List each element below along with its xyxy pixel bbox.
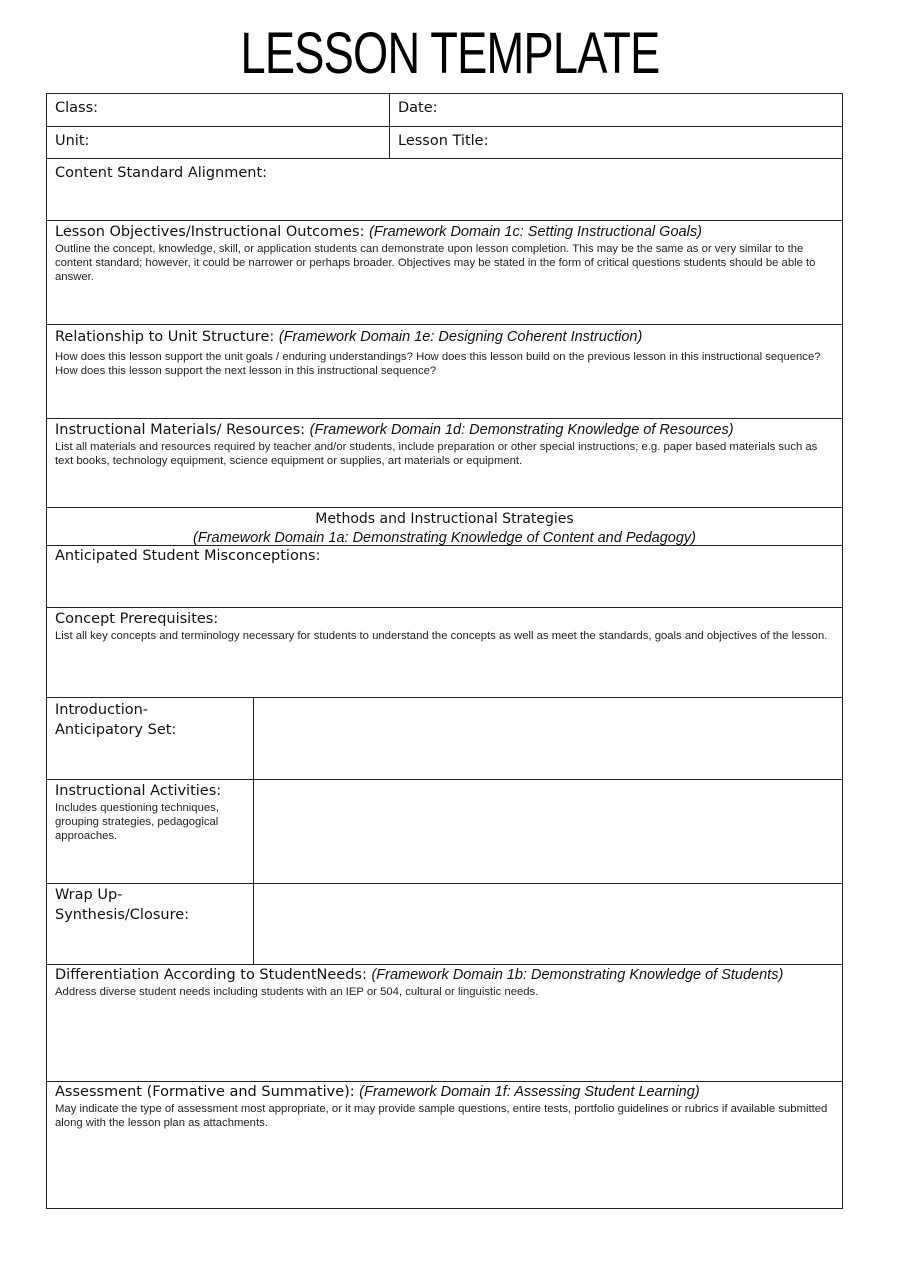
unit-structure-domain: (Framework Domain 1e: Designing Coherent Instruction)	[278, 329, 643, 345]
differentiation-label: Differentiation According to StudentNeeds:	[55, 967, 367, 983]
introduction-input[interactable]	[253, 698, 844, 779]
materials-domain: (Framework Domain 1d: Demonstrating Knowledge of Resources)	[309, 422, 734, 438]
assessment-description: May indicate the type of assessment most appropriate, or it may provide sample questions, entire tests, portfolio guidelines or rubrics if available submitted along with the lesson plan as attachments.	[55, 1103, 828, 1129]
date-field[interactable]	[389, 94, 844, 126]
unit-structure-section[interactable]	[47, 325, 842, 419]
assessment-label: Assessment (Formative and Summative):	[55, 1084, 355, 1100]
methods-label: Methods and Instructional Strategies	[315, 511, 574, 527]
misconceptions-label: Anticipated Student Misconceptions:	[55, 548, 321, 564]
activities-input[interactable]	[253, 780, 844, 883]
introduction-label-cell	[47, 698, 253, 779]
date-label: Date:	[398, 100, 438, 116]
wrap-up-input[interactable]	[253, 884, 844, 964]
class-label: Class:	[55, 100, 99, 116]
activities-row	[47, 780, 842, 884]
materials-description: List all materials and resources required by teacher and/or students, include preparation or other special instructions; e.g. paper based materials such as text books, technology equipment, science equipment or supplies, art materials or equipment.	[55, 441, 818, 467]
objectives-description: Outline the concept, knowledge, skill, or application students can demonstrate upon lesson completion. This may be the same as or very similar to the content standard; however, it could be narrower or perhaps broader. Objectives may be stated in the form of critical questions students should be able to answer.	[55, 243, 816, 283]
methods-domain: (Framework Domain 1a: Demonstrating Knowledge of Content and Pedagogy)	[193, 530, 696, 546]
assessment-domain: (Framework Domain 1f: Assessing Student Learning)	[359, 1084, 700, 1100]
unit-structure-description: How does this lesson support the unit goals / enduring understandings? How does this lesson build on the previous lesson in this instructional sequence? How does this lesson support the next lesson in this instructional sequence?	[55, 351, 821, 377]
class-date-row	[47, 94, 842, 127]
activities-label-cell	[47, 780, 253, 883]
differentiation-description: Address diverse student needs including students with an IEP or 504, cultural or linguistic needs.	[55, 986, 539, 998]
page-title: LESSON TEMPLATE	[240, 21, 660, 86]
wrap-up-label-line1: Wrap Up-	[55, 887, 123, 903]
wrap-up-label-cell	[47, 884, 253, 964]
introduction-label-line2: Anticipatory Set:	[55, 722, 177, 738]
activities-label: Instructional Activities:	[55, 783, 222, 799]
differentiation-section[interactable]	[47, 965, 842, 1082]
prerequisites-label: Concept Prerequisites:	[55, 611, 219, 627]
objectives-section[interactable]	[47, 221, 842, 325]
content-standard-section[interactable]	[47, 159, 842, 221]
prerequisites-description: List all key concepts and terminology necessary for students to understand the concepts as well as meet the standards, goals and objectives of the lesson.	[55, 630, 828, 642]
misconceptions-section[interactable]	[47, 546, 842, 608]
unit-title-row	[47, 127, 842, 159]
prerequisites-section[interactable]	[47, 608, 842, 698]
content-standard-label: Content Standard Alignment:	[55, 165, 268, 181]
wrap-up-label-line2: Synthesis/Closure:	[55, 907, 190, 923]
lesson-title-field[interactable]	[389, 127, 844, 158]
methods-header	[47, 508, 842, 546]
objectives-domain: (Framework Domain 1c: Setting Instructional Goals)	[369, 224, 702, 240]
objectives-label: Lesson Objectives/Instructional Outcomes:	[55, 224, 365, 240]
wrap-up-row	[47, 884, 842, 965]
class-field[interactable]	[47, 94, 389, 126]
unit-label: Unit:	[55, 133, 90, 149]
materials-section[interactable]	[47, 419, 842, 508]
assessment-section[interactable]	[47, 1082, 842, 1208]
introduction-row	[47, 698, 842, 780]
activities-description: Includes questioning techniques, grouping strategies, pedagogical approaches.	[55, 802, 219, 842]
materials-label: Instructional Materials/ Resources:	[55, 422, 306, 438]
unit-field[interactable]	[47, 127, 389, 158]
differentiation-domain: (Framework Domain 1b: Demonstrating Knowledge of Students)	[371, 967, 784, 983]
lesson-form	[46, 93, 843, 1209]
introduction-label-line1: Introduction-	[55, 702, 149, 718]
lesson-title-label: Lesson Title:	[398, 133, 489, 149]
unit-structure-label: Relationship to Unit Structure:	[55, 329, 275, 345]
